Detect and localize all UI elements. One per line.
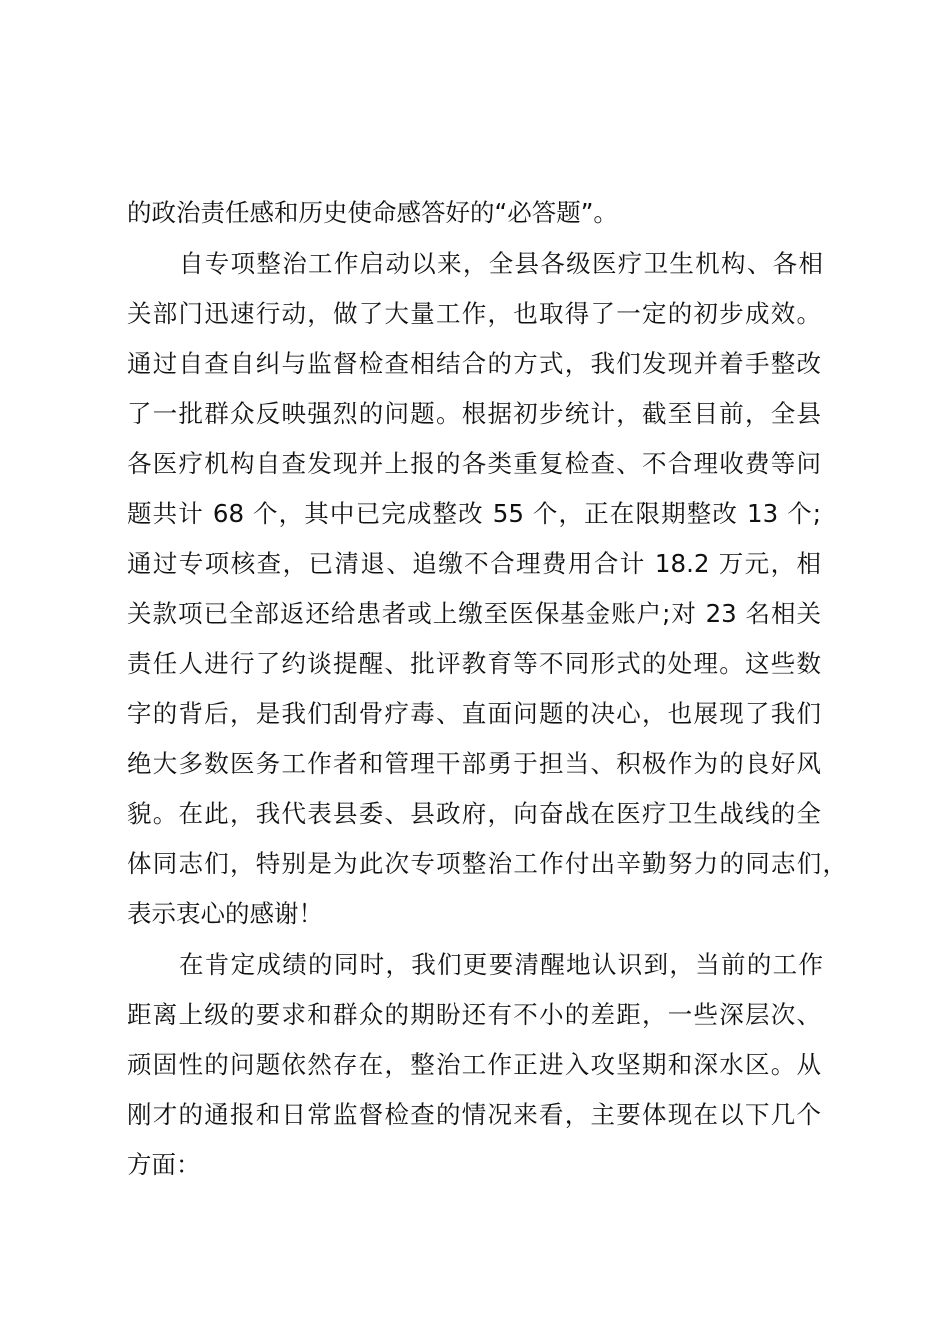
- text-line: 通过专项核查，已清退、追缴不合理费用合计 18.2 万元，相: [127, 549, 821, 578]
- text-line: 体同志们，特别是为此次专项整治工作付出辛勤努力的同志们，: [127, 849, 847, 878]
- text-line: 顽固性的问题依然存在，整治工作正进入攻坚期和深水区。从: [127, 1050, 821, 1079]
- text-line: 关部门迅速行动，做了大量工作，也取得了一定的初步成效。: [127, 299, 821, 328]
- text-line: 貌。在此，我代表县委、县政府，向奋战在医疗卫生战线的全: [127, 799, 821, 828]
- text-line: 责任人进行了约谈提醒、批评教育等不同形式的处理。这些数: [127, 649, 821, 678]
- text-line: 刚才的通报和日常监督检查的情况来看，主要体现在以下几个: [127, 1100, 821, 1129]
- text-line: 通过自查自纠与监督检查相结合的方式，我们发现并着手整改: [127, 349, 821, 378]
- text-line: 题共计 68 个，其中已完成整改 55 个，正在限期整改 13 个;: [127, 499, 821, 528]
- text-line: 各医疗机构自查发现并上报的各类重复检查、不合理收费等问: [127, 449, 821, 478]
- text-line: 绝大多数医务工作者和管理干部勇于担当、积极作为的良好风: [127, 749, 821, 778]
- text-line: 字的背后，是我们刮骨疗毒、直面问题的决心，也展现了我们: [127, 699, 821, 728]
- paragraph-first-line: 自专项整治工作启动以来，全县各级医疗卫生机构、各相: [179, 249, 823, 278]
- text-line: 距离上级的要求和群众的期盼还有不小的差距，一些深层次、: [127, 1000, 821, 1029]
- text-line: 表示衷心的感谢！: [127, 899, 323, 928]
- text-line: 了一批群众反映强烈的问题。根据初步统计，截至目前，全县: [127, 399, 821, 428]
- text-line: 方面：: [127, 1150, 201, 1179]
- text-line: 关款项已全部返还给患者或上缴至医保基金账户;对 23 名相关: [127, 599, 821, 628]
- paragraph-first-line: 在肯定成绩的同时，我们更要清醒地认识到，当前的工作: [179, 950, 823, 979]
- text-line: 的政治责任感和历史使命感答好的“必答题”。: [127, 198, 618, 227]
